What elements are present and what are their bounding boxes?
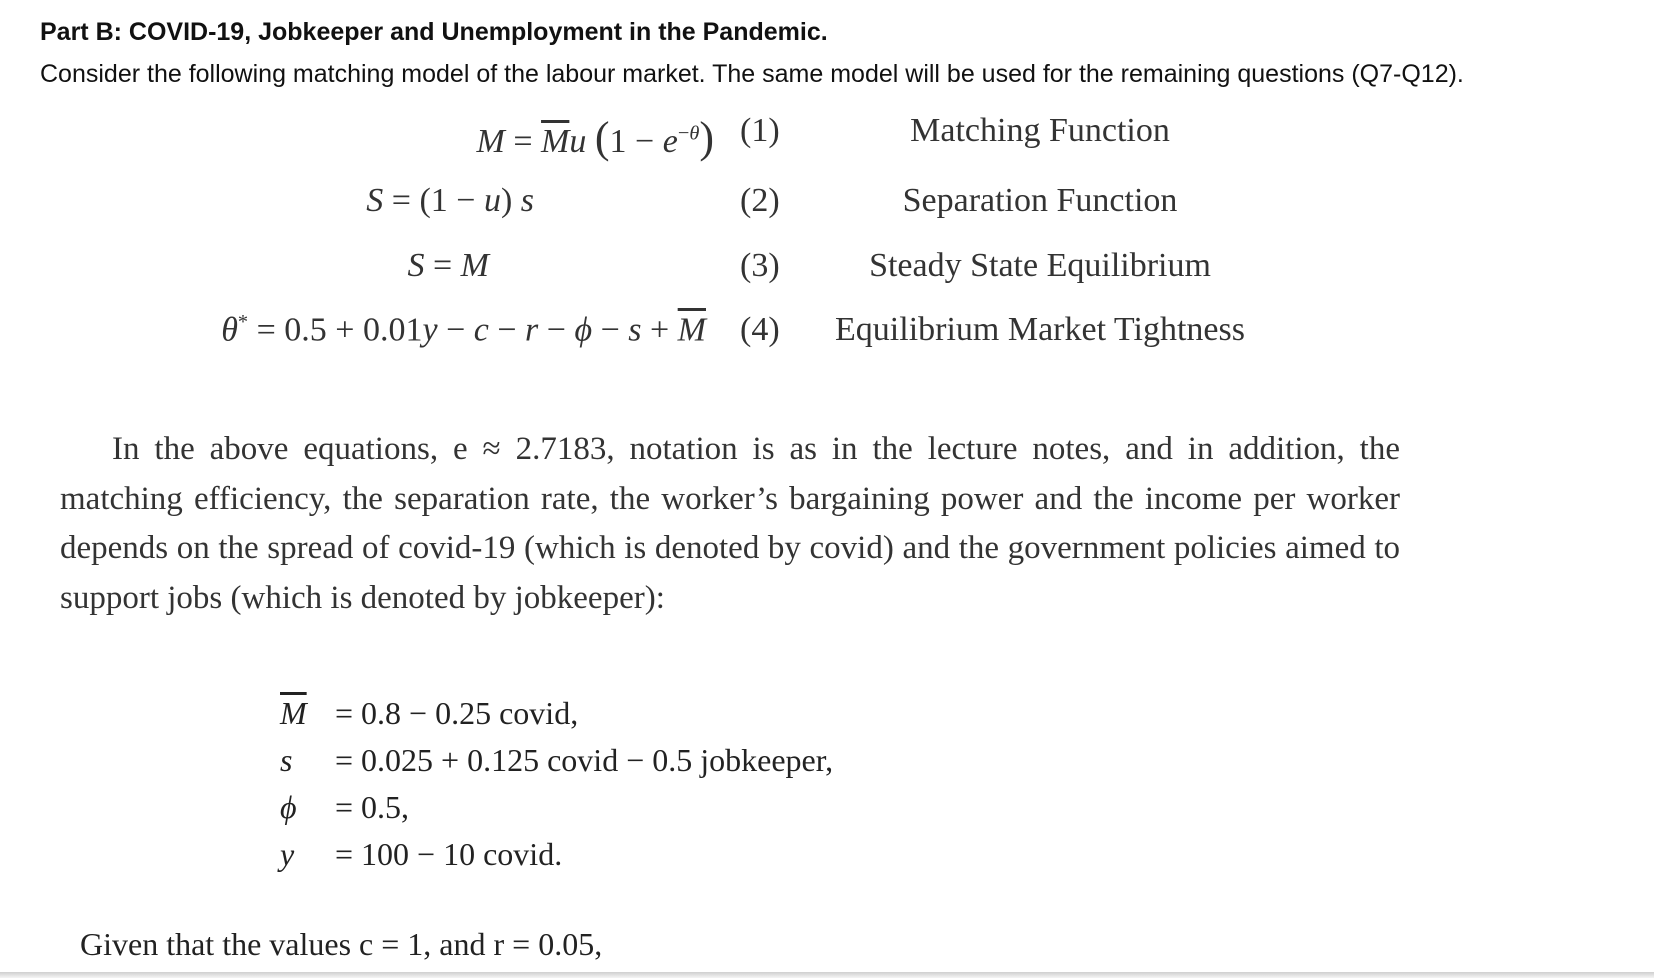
definition-value: = 0.5, <box>335 789 410 825</box>
intro-text: Consider the following matching model of the labour market. The same model will be used for the remaining questions (Q7-Q12). <box>40 60 1464 88</box>
equation-2-label: Separation Function <box>902 182 1178 219</box>
equation-row-4 <box>0 311 1654 363</box>
equation-1-number: (1) <box>740 112 780 149</box>
equation-2-expression: S = (1 − u) s <box>366 182 534 219</box>
equation-4-expression: $\theta^* = 0.5 + 0.01y - c - r - \phi - s + \overline{M}$ <box>221 311 706 349</box>
equation-4-number: (4) <box>740 311 780 348</box>
equation-row-2 <box>0 182 1654 234</box>
equation-2-number: (2) <box>740 182 780 219</box>
definition-symbol: s <box>280 742 293 778</box>
equation-1-expression: $M = \overline{M}u$ $(1 - e^{-\theta})$ <box>476 113 714 162</box>
definition-value: = 100 − 10 covid. <box>335 836 563 872</box>
definition-symbol: y <box>280 836 295 872</box>
bottom-edge <box>0 972 1654 978</box>
explanation-paragraph: In the above equations, e ≈ 2.7183, notation is as in the lecture notes, and in addition, the matching efficiency, the separation rate, the worker’s bargaining power and the income per worker depends on the spread of covid-19 (which is denoted by covid) and the government policies aimed to support jobs (which is denoted by jobkeeper): <box>60 431 1400 616</box>
equation-3-expression: S = M <box>407 247 489 284</box>
equation-row-3 <box>0 247 1654 299</box>
definition-value: = 0.8 − 0.25 covid, <box>335 695 579 731</box>
equation-1-label: Matching Function <box>910 112 1170 149</box>
definition-symbol: ϕ <box>280 789 297 825</box>
equation-3-label: Steady State Equilibrium <box>869 247 1211 284</box>
equation-3-number: (3) <box>740 247 780 284</box>
equation-4-label: Equilibrium Market Tightness <box>835 311 1245 348</box>
definition-value: = 0.025 + 0.125 covid − 0.5 jobkeeper, <box>335 742 834 778</box>
equation-row-1 <box>0 112 1654 164</box>
definition-symbol: $\overline{M}$ <box>280 695 307 731</box>
section-heading: Part B: COVID-19, Jobkeeper and Unemployment in the Pandemic. <box>40 18 828 46</box>
given-values-text: Given that the values c = 1, and r = 0.05, <box>80 926 603 962</box>
